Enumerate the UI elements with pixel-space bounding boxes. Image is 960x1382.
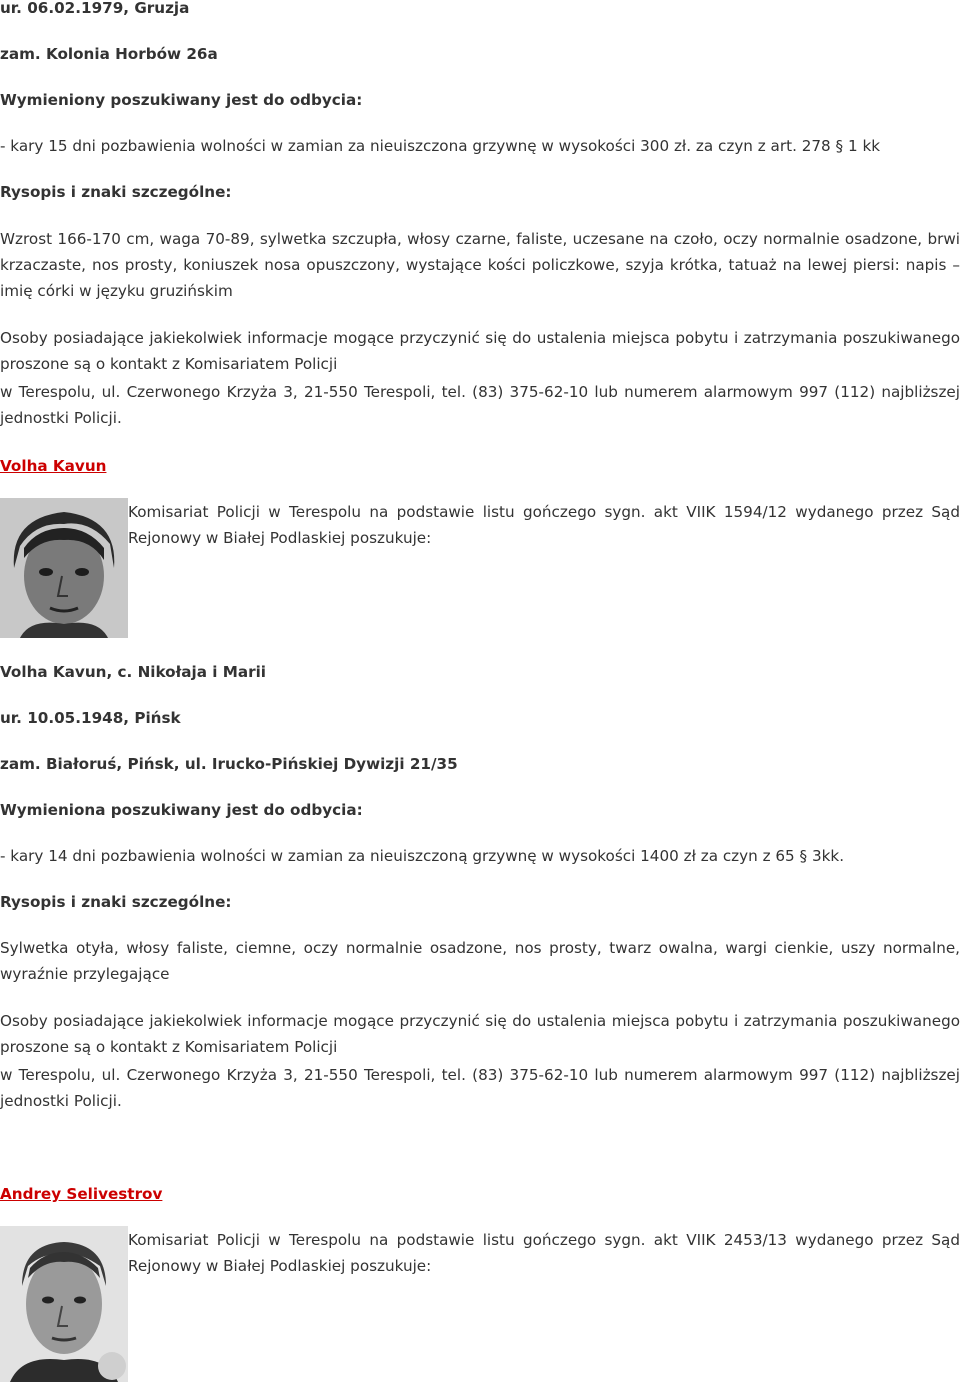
- description-heading: Rysopis i znaki szczególne:: [0, 183, 232, 201]
- contact-address: w Terespolu, ul. Czerwonego Krzyża 3, 21-550 Terespoli, tel. (83) 375-62-10 lub numerem alarmowym 997 (112) najbliższej jednostki Policji.: [0, 1066, 960, 1110]
- warrant-intro: Komisariat Policji w Terespolu na podstawie listu gończego sygn. akt VIIK 2453/13 wydanego przez Sąd Rejonowy w Białej Podlaskiej poszukuje:: [128, 1231, 960, 1275]
- description-heading: Rysopis i znaki szczególne:: [0, 893, 232, 911]
- description-text: Sylwetka otyła, włosy faliste, ciemne, oczy normalnie osadzone, nos prosty, twarz owalna, wargi cienkie, uszy normalne, wyraźnie przylegające: [0, 939, 960, 983]
- person-link-volha-kavun[interactable]: Volha Kavun: [0, 457, 107, 475]
- full-name-line: Volha Kavun, c. Nikołaja i Marii: [0, 663, 266, 681]
- born-line: ur. 06.02.1979, Gruzja: [0, 0, 190, 17]
- contact-text: Osoby posiadające jakiekolwiek informacje mogące przyczynić się do ustalenia miejsca pobytu i zatrzymania poszukiwanego proszone są o kontakt z Komisariatem Policji: [0, 1012, 960, 1056]
- penalty-text: - kary 15 dni pozbawienia wolności w zamian za nieuiszczona grzywnę w wysokości 300 zł. za czyn z art. 278 § 1 kk: [0, 137, 881, 155]
- name-heading: [0, 1181, 162, 1207]
- born-line: ur. 10.05.1948, Pińsk: [0, 709, 181, 727]
- penalty-text: - kary 14 dni pozbawienia wolności w zamian za nieuiszczoną grzywnę w wysokości 1400 zł za czyn z 65 § 3kk.: [0, 847, 845, 865]
- person-photo: [0, 498, 128, 638]
- address-line: zam. Białoruś, Pińsk, ul. Irucko-Pińskiej Dywizji 21/35: [0, 755, 458, 773]
- wanted-heading: Wymieniona poszukiwany jest do odbycia:: [0, 801, 363, 819]
- description-text: Wzrost 166-170 cm, waga 70-89, sylwetka szczupła, włosy czarne, faliste, uczesane na czoło, oczy normalnie osadzone, brwi krzaczaste, nos prosty, koniuszek nosa opuszczony, wystające kości policzkowe, szyja krótka, tatuaż na lewej piersi: napis – imię córki w języku gruzińskim: [0, 230, 960, 300]
- person-photo: [0, 1226, 128, 1382]
- contact-address: w Terespolu, ul. Czerwonego Krzyża 3, 21-550 Terespoli, tel. (83) 375-62-10 lub numerem alarmowym 997 (112) najbliższej jednostki Policji.: [0, 383, 960, 427]
- warrant-intro: Komisariat Policji w Terespolu na podstawie listu gończego sygn. akt VIIK 1594/12 wydanego przez Sąd Rejonowy w Białej Podlaskiej poszukuje:: [128, 503, 960, 547]
- wanted-heading: Wymieniony poszukiwany jest do odbycia:: [0, 91, 363, 109]
- address-line: zam. Kolonia Horbów 26a: [0, 45, 218, 63]
- name-heading: [0, 453, 106, 479]
- person-link-andrey-selivestrov[interactable]: Andrey Selivestrov: [0, 1185, 163, 1203]
- contact-text: Osoby posiadające jakiekolwiek informacje mogące przyczynić się do ustalenia miejsca pobytu i zatrzymania poszukiwanego proszone są o kontakt z Komisariatem Policji: [0, 329, 960, 373]
